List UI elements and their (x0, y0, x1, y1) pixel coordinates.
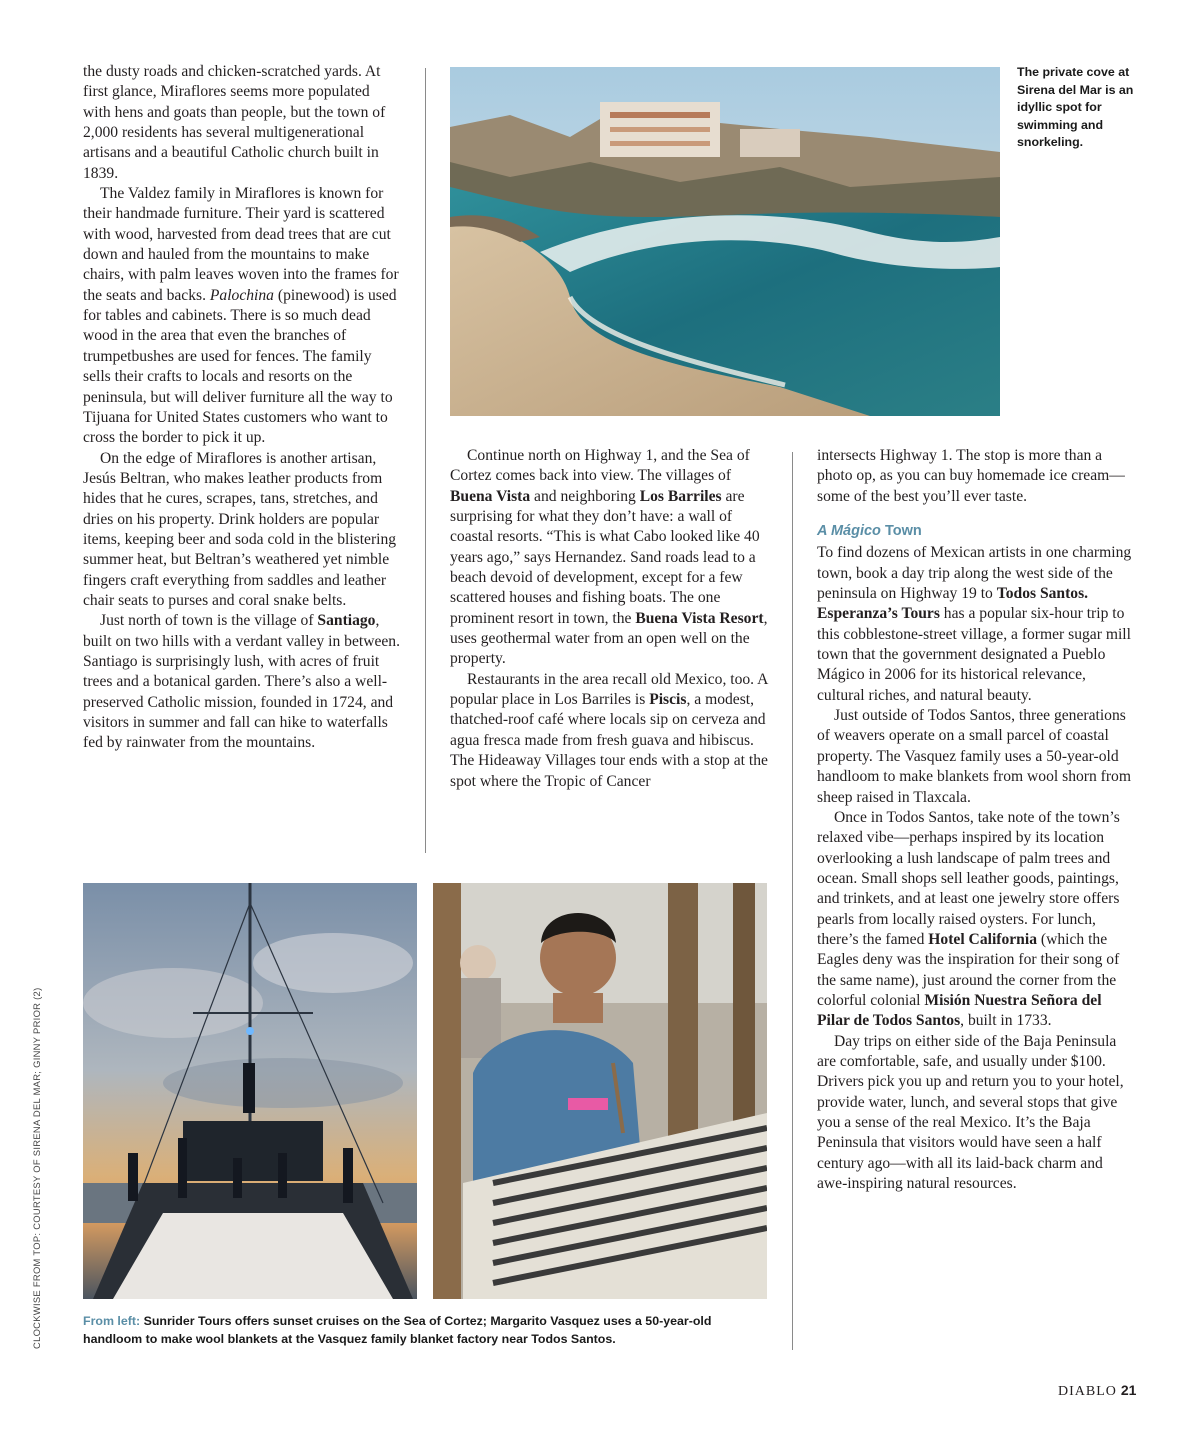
paragraph-text: , uses geothermal water from an open well on the property. (450, 609, 768, 668)
bold-text: Hotel California (928, 930, 1037, 948)
paragraph-text: To find dozens of Mexican artists in one charming town, book a day trip along the west side of the peninsula on Highway 19 to (817, 544, 1132, 603)
paragraph-text: , a modest, thatched-roof café where locals sip on cerveza and agua fresca made from fresh guava and hibiscus. The Hideaway Villages tour ends with a stop at the spot where the Tropic of Cancer (450, 691, 768, 790)
section-subhead (817, 521, 1135, 541)
bold-text: Santiago (317, 612, 376, 630)
italic-text: Palochina (209, 286, 274, 304)
caption-text: Sunrider Tours offers sunset cruises on the Sea of Cortez; Margarito Vasquez uses a 50-year-old handloom to make wool blankets at the Vasquez family blanket factory near Todos Santos. (83, 1314, 712, 1346)
paragraph-text: Just north of town is the village of (100, 612, 318, 630)
paragraph-text: , built in 1733. (960, 1012, 1052, 1030)
caption-lead: From left: (83, 1314, 141, 1328)
column-divider (425, 68, 426, 853)
article-paragraph (817, 706, 1135, 808)
article-paragraph (83, 62, 401, 184)
column-3-intro (817, 446, 1135, 507)
paragraph-text: and neighboring (530, 487, 640, 505)
paragraph-text: are surprising for what they don’t have: a wall of coastal resorts. “This is what Cabo looked like 40 years ago,” says Hernandez. Sand roads lead to a beach devoid of development, except for a few scattered houses and fishing boats. The one prominent resort in town, the (450, 487, 760, 627)
paragraph-text: Day trips on either side of the Baja Peninsula are comfortable, safe, and usually under $100. Drivers pick you up and return you to your hotel, provide water, lunch, and several stops that give you a sense of the real Mexico. It’s the Baja Peninsula that visitors would have seen a half century ago—with all its laid-back charm and awe-inspiring natural resources. (817, 1032, 1124, 1193)
article-paragraph (83, 184, 401, 448)
photos-caption (83, 1313, 773, 1348)
bold-text: Los Barriles (639, 487, 722, 505)
article-paragraph (817, 808, 1135, 1032)
article-paragraph (817, 446, 1135, 507)
bold-text: Buena Vista (450, 487, 531, 505)
cove-photo-caption: The private cove at Sirena del Mar is an idyllic spot for swimming and snorkeling. (1017, 65, 1134, 150)
bold-text: Misión Nuestra Señora del Pilar de Todos Santos (817, 991, 1102, 1030)
magazine-name: DIABLO (1058, 1384, 1117, 1399)
bold-text: Piscis (649, 691, 687, 709)
paragraph-text: The Valdez family in Miraflores is known for their handmade furniture. Their yard is scattered with wood, harvested from dead trees that are cut down and hauled from the mountains to make chairs, with palm leaves woven into the frames for the seats and backs. (83, 185, 399, 304)
article-paragraph (83, 611, 401, 753)
page-number: 21 (1120, 1382, 1137, 1398)
article-column-3 (817, 446, 1135, 1194)
article-paragraph (450, 446, 770, 670)
paragraph-text: the dusty roads and chicken-scratched yards. At first glance, Miraflores seems more populated with hens and goats than people, but the town of 2,000 residents has several multigenerational artisans and a beautiful Catholic church built in 1839. (83, 63, 386, 182)
subhead-rest: Town (880, 523, 922, 540)
article-paragraph (83, 449, 401, 612)
paragraph-text: , built on two hills with a verdant valley in between. Santiago is surprisingly lush, with acres of fruit trees and a botanical garden. There’s also a well-preserved Catholic mission, founded in 1724, and visitors in summer and fall can hike to waterfalls fed by rainwater from the mountains. (83, 612, 401, 752)
article-column-1 (83, 62, 401, 754)
article-column-2 (450, 446, 770, 792)
paragraph-text: On the edge of Miraflores is another artisan, Jesús Beltran, who makes leather products from hides that he cures, scrapes, tans, stretches, and dries on his property. Drink holders are popular items, keeping beer and soda cold in the blistering summer heat, but Beltran’s weathered yet nimble fingers craft everything from saddles and leather chair seats to purses and coral snake belts. (83, 449, 397, 609)
column-3-body (817, 543, 1135, 1194)
sunset-cruise-photo (83, 883, 417, 1299)
paragraph-text: Just outside of Todos Santos, three generations of weavers operate on a small parcel of coastal property. The Vasquez family uses a 50-year-old handloom to make blankets from wool shorn from sheep raised in Tlaxcala. (817, 707, 1131, 806)
paragraph-text: Continue north on Highway 1, and the Sea of Cortez comes back into view. The villages of (450, 447, 750, 485)
article-paragraph (817, 1032, 1135, 1195)
handloom-weaver-photo (433, 883, 767, 1299)
bold-text: Buena Vista Resort (635, 609, 764, 627)
subhead-italic: A Mágico (817, 523, 881, 540)
paragraph-text: Once in Todos Santos, take note of the town’s relaxed vibe—perhaps inspired by its location overlooking a lush landscape of palm trees and ocean. Small shops sell leather goods, paintings, and trinkets, and at least one jewelry store offers pearls from locally raised oysters. For lunch, there’s the famed (817, 808, 1120, 948)
paragraph-text: has a popular six-hour trip to this cobblestone-street village, a former sugar mill town that the government designated a Pueblo Mágico in 2006 for its historical relevance, cultural riches, and natural beauty. (817, 605, 1131, 704)
column-divider-2 (792, 452, 793, 1350)
paragraph-text: (which the Eagles deny was the inspiration for their song of the same name), just around the corner from the colorful colonial (817, 930, 1120, 1009)
paragraph-text: (pinewood) is used for tables and cabinets. There is so much dead wood in the area that even the branches of trumpetbushes are used for fences. The family sells their crafts to locals and resorts on the peninsula, but will deliver furniture all the way to Tijuana for United States customers who want to cross the border to pick it up. (83, 286, 397, 447)
cove-beach-photo (450, 67, 1000, 416)
paragraph-text: intersects Highway 1. The stop is more than a photo op, as you can buy homemade ice cream—some of the best you’ll ever taste. (817, 447, 1125, 505)
article-paragraph (817, 543, 1135, 706)
bold-text: Todos Santos. Esperanza’s Tours (817, 585, 1089, 623)
folio (1058, 1382, 1136, 1400)
paragraph-text: Restaurants in the area recall old Mexico, too. A popular place in Los Barriles is (450, 670, 768, 709)
photo-credit: CLOCKWISE FROM TOP: COURTESY OF SIRENA DEL MAR; GINNY PRIOR (2) (31, 987, 42, 1349)
article-paragraph (450, 670, 770, 792)
